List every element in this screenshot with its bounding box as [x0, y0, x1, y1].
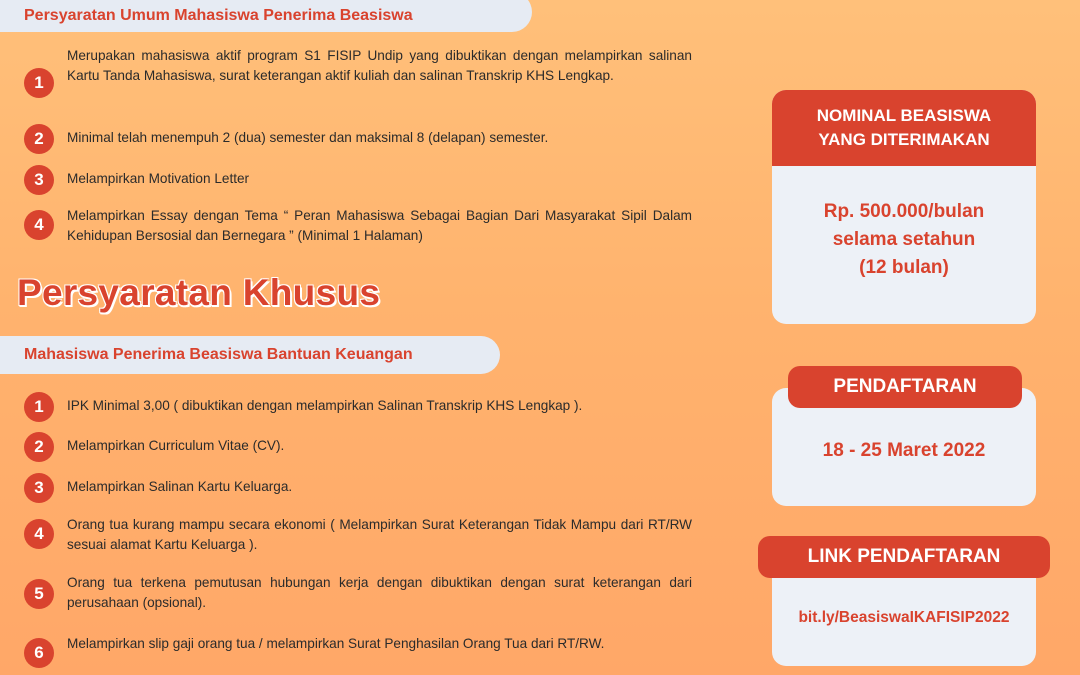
list-item-text: Melampirkan Curriculum Vitae (CV). [67, 438, 285, 453]
number-badge: 2 [24, 432, 54, 462]
list-item-text: Merupakan mahasiswa aktif program S1 FISIP Undip yang dibuktikan dengan melampirkan salinan Kartu Tanda Mahasiswa, surat keterangan aktif kuliah dan salinan Transkrip KHS Lengkap. [67, 48, 692, 83]
list-item [24, 46, 692, 98]
list-item-text: Melampirkan slip gaji orang tua / melampirkan Surat Penghasilan Orang Tua dari RT/RW. [67, 636, 605, 651]
list-item-text: IPK Minimal 3,00 ( dibuktikan dengan melampirkan Salinan Transkrip KHS Lengkap ). [67, 398, 583, 413]
nominal-months: (12 bulan) [859, 257, 949, 278]
number-badge: 4 [24, 210, 54, 240]
list-item [24, 165, 692, 195]
number-badge: 1 [24, 68, 54, 98]
list-item [24, 634, 692, 668]
list-item-text: Minimal telah menempuh 2 (dua) semester dan maksimal 8 (delapan) semester. [67, 130, 549, 145]
pendaftaran-label: PENDAFTARAN [788, 366, 1022, 408]
pendaftaran-date: 18 - 25 Maret 2022 [822, 440, 986, 461]
list-item [24, 573, 692, 612]
number-badge: 1 [24, 392, 54, 422]
number-badge: 3 [24, 165, 54, 195]
nominal-card-body [772, 166, 1036, 282]
list-item-text: Orang tua terkena pemutusan hubungan kerja dengan dibuktikan dengan surat keterangan dari perusahaan (opsional). [67, 575, 692, 610]
nominal-card-header [772, 90, 1036, 166]
list-item [24, 473, 692, 503]
list-item-text: Melampirkan Motivation Letter [67, 171, 250, 186]
list-item-text: Orang tua kurang mampu secara ekonomi ( Melampirkan Surat Keterangan Tidak Mampu dari RT/RW sesuai alamat Kartu Keluarga ). [67, 517, 692, 552]
list-item [24, 124, 692, 154]
registration-link[interactable]: bit.ly/BeasiswaIKAFISIP2022 [798, 609, 1010, 626]
number-badge: 3 [24, 473, 54, 503]
list-item [24, 392, 692, 422]
section-header-bantuan [0, 336, 500, 374]
list-item [24, 515, 692, 554]
list-item [24, 206, 692, 245]
section-header-umum [0, 0, 532, 32]
section-header-umum-text: Persyaratan Umum Mahasiswa Penerima Beasiswa [24, 7, 413, 24]
number-badge: 4 [24, 519, 54, 549]
nominal-card [772, 90, 1036, 324]
list-item-text: Melampirkan Salinan Kartu Keluarga. [67, 479, 293, 494]
list-item-text: Melampirkan Essay dengan Tema “ Peran Mahasiswa Sebagai Bagian Dari Masyarakat Sipil Dalam Kehidupan Bersosial dan Bernegara ” (Minimal 1 Halaman) [67, 208, 692, 243]
section-header-bantuan-text: Mahasiswa Penerima Beasiswa Bantuan Keuangan [24, 346, 413, 363]
nominal-header-line1: NOMINAL BEASISWA [816, 106, 992, 125]
list-item [24, 432, 692, 462]
section-title-khusus: Persyaratan Khusus [17, 272, 381, 313]
nominal-duration: selama setahun [832, 229, 976, 250]
link-label: LINK PENDAFTARAN [758, 536, 1050, 578]
nominal-header-line2: YANG DITERIMAKAN [818, 130, 990, 149]
number-badge: 2 [24, 124, 54, 154]
number-badge: 5 [24, 579, 54, 609]
number-badge: 6 [24, 638, 54, 668]
nominal-amount: Rp. 500.000/bulan [823, 201, 985, 222]
